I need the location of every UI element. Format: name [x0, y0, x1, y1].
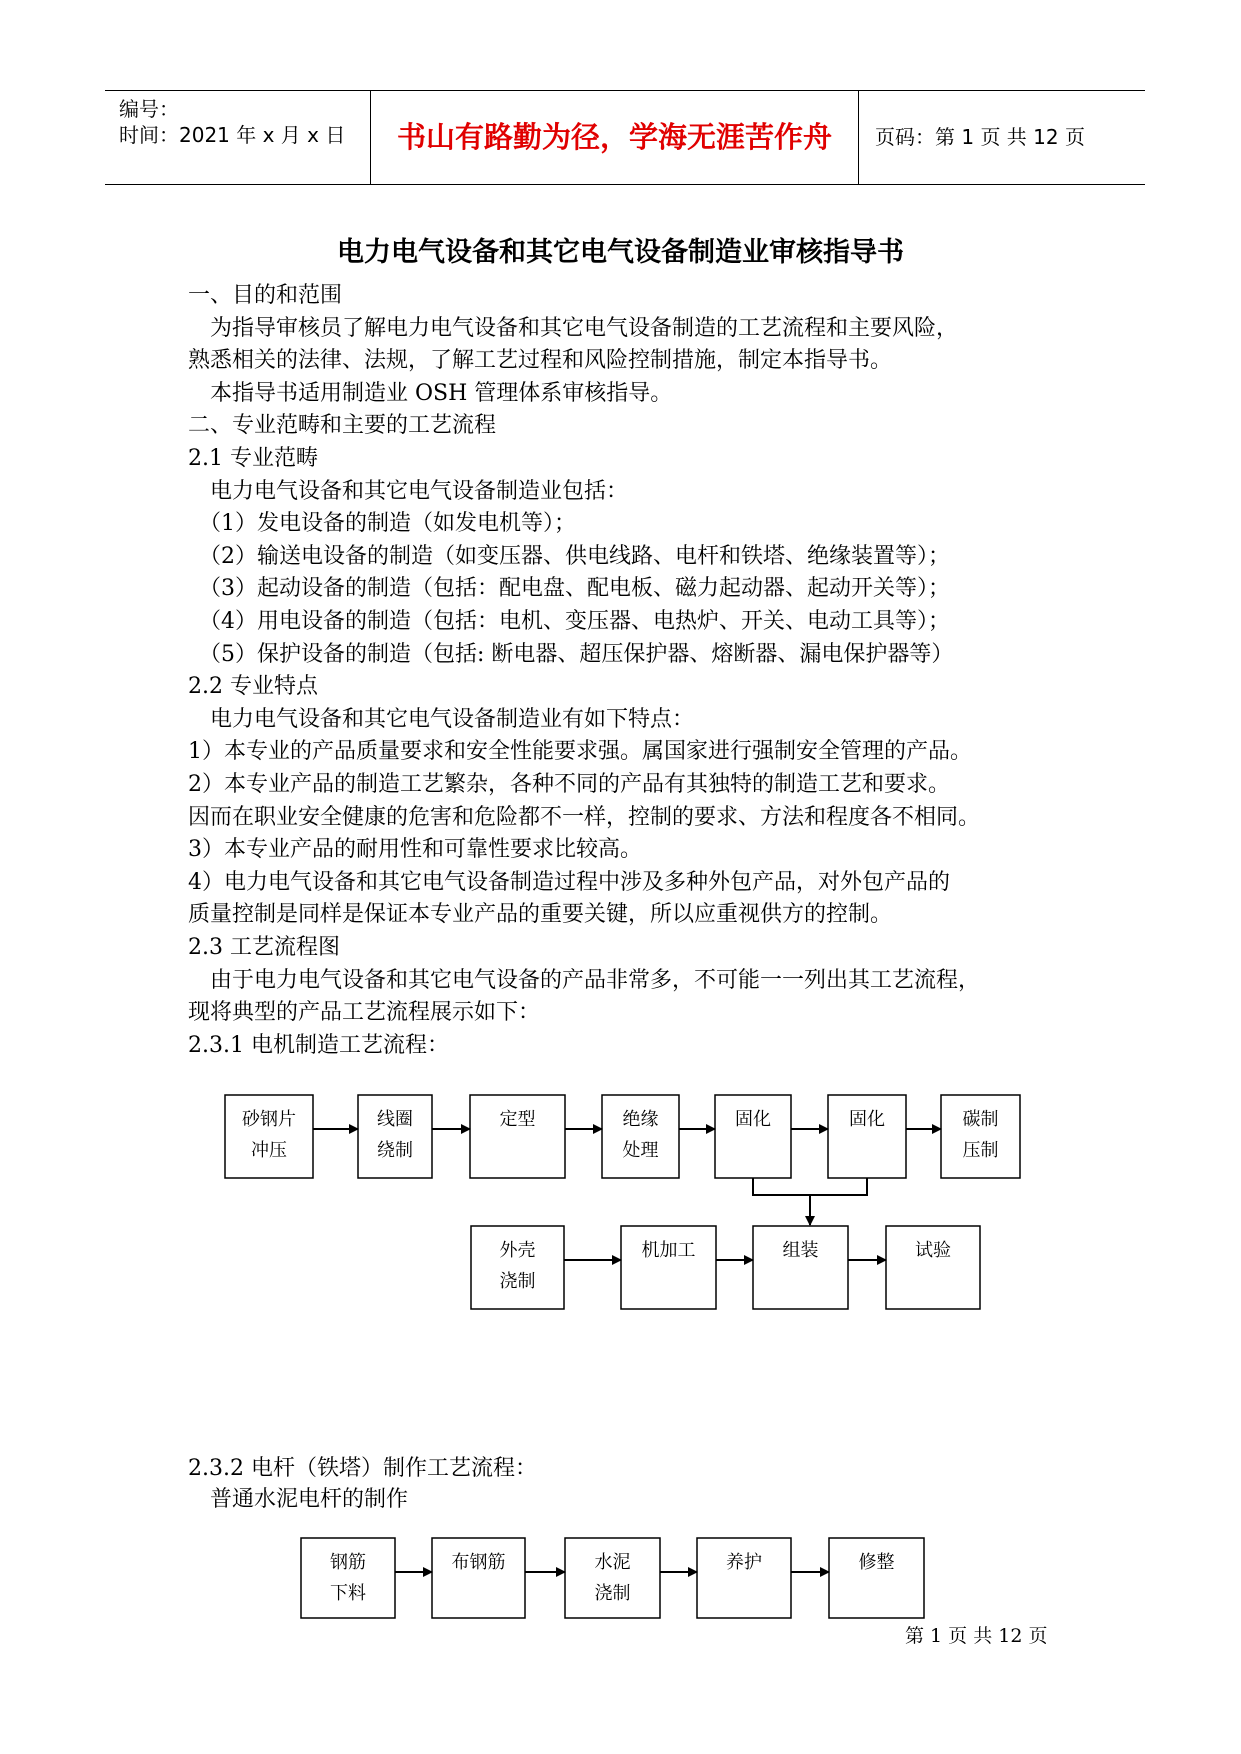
- pole-step-box: [301, 1538, 395, 1618]
- flow-step-label: 绕制: [377, 1140, 413, 1161]
- text-line: 1）本专业的产品质量要求和安全性能要求强。属国家进行强制安全管理的产品。: [188, 739, 972, 765]
- flow-step-label: 压制: [962, 1140, 999, 1161]
- text-line: （3）起动设备的制造（包括：配电盘、配电板、磁力起动器、起动开关等）；: [188, 576, 950, 602]
- flow-step-label: 浇制: [499, 1271, 536, 1292]
- text-line: 2）本专业产品的制造工艺繁杂，各种不同的产品有其独特的制造工艺和要求。: [188, 772, 950, 797]
- motor-step-box: [225, 1095, 313, 1178]
- text-line: （2）输送电设备的制造（如变压器、供电线路、电杆和铁塔、绝缘装置等）；: [188, 543, 950, 569]
- motor-step-box: [358, 1095, 432, 1178]
- text-line: （1）发电设备的制造（如发电机等）；: [188, 511, 576, 537]
- flow-step-label: 养护: [726, 1552, 762, 1573]
- flow-step-label: 线圈: [377, 1109, 413, 1130]
- flow-step-label: 冲压: [251, 1140, 287, 1161]
- motto-text: 书山有路勤为径，学海无涯苦作舟: [371, 91, 859, 184]
- flow-step-label: 砂钢片: [242, 1109, 296, 1130]
- text-line: 本指导书适用制造业 OSH 管理体系审核指导。: [188, 380, 673, 406]
- flow-step-label: 钢筋: [330, 1552, 366, 1573]
- text-line: 电力电气设备和其它电气设备制造业包括：: [188, 478, 629, 504]
- flow-step-label: 修整: [858, 1552, 895, 1573]
- motor-step-box: [621, 1226, 716, 1309]
- motor-step-box: [471, 1226, 564, 1309]
- merge-connector: [753, 1178, 867, 1195]
- text-line: 2.1 专业范畴: [188, 446, 318, 471]
- flow-step-label: 水泥: [594, 1552, 631, 1573]
- motor-step-box: [886, 1226, 980, 1309]
- flow-step-label: 下料: [330, 1583, 366, 1604]
- text-line: 为指导审核员了解电力电气设备和其它电气设备制造的工艺流程和主要风险，: [188, 315, 959, 341]
- text-line: 2.3.1 电机制造工艺流程：: [188, 1032, 449, 1058]
- flow-step-label: 固化: [849, 1109, 885, 1130]
- motor-step-box: [828, 1095, 906, 1178]
- pole-step-box: [432, 1538, 525, 1618]
- motor-step-box: [602, 1095, 679, 1178]
- motor-step-box: [715, 1095, 791, 1178]
- text-line: 2.3.2 电杆（铁塔）制作工艺流程：: [188, 1456, 537, 1481]
- time-label: 时间：2021 年 x 月 x 日: [119, 123, 346, 147]
- text-line: 二、专业范畴和主要的工艺流程: [188, 413, 497, 439]
- text-line: 3）本专业产品的耐用性和可靠性要求比较高。: [188, 837, 642, 863]
- motor-step-box: [470, 1095, 565, 1178]
- text-line: 普通水泥电杆的制作: [188, 1487, 409, 1512]
- text-line: 质量控制是同样是保证本专业产品的重要关键，所以应重视供方的控制。: [188, 902, 893, 928]
- text-line: （4）用电设备的制造（包括：电机、变压器、电热炉、开关、电动工具等）；: [188, 609, 950, 634]
- text-line: 2.3 工艺流程图: [188, 935, 340, 960]
- page-footer: 第 1 页 共 12 页: [905, 1625, 1048, 1647]
- flow-step-label: 组装: [782, 1240, 819, 1261]
- flow-step-label: 布钢筋: [451, 1552, 506, 1573]
- flow-step-label: 处理: [622, 1140, 659, 1161]
- text-line: 因而在职业安全健康的危害和危险都不一样，控制的要求、方法和程度各不相同。: [188, 804, 981, 830]
- text-line: 一、目的和范围: [188, 283, 343, 308]
- number-label: 编号：: [119, 97, 179, 121]
- flow-step-label: 固化: [735, 1109, 771, 1130]
- flow-step-label: 碳制: [962, 1109, 999, 1130]
- pole-step-box: [697, 1538, 791, 1618]
- motor-step-box: [753, 1226, 848, 1309]
- text-line: 4）电力电气设备和其它电气设备制造过程中涉及多种外包产品，对外包产品的: [188, 869, 950, 895]
- document-title: 电力电气设备和其它电气设备制造业审核指导书: [337, 237, 904, 268]
- page-label: 页码：第 1 页 共 12 页: [875, 125, 1085, 149]
- flow-step-label: 浇制: [594, 1583, 631, 1604]
- flow-step-label: 机加工: [641, 1240, 696, 1261]
- text-line: 由于电力电气设备和其它电气设备的产品非常多，不可能一一列出其工艺流程，: [188, 967, 981, 993]
- text-line: 电力电气设备和其它电气设备制造业有如下特点：: [188, 706, 695, 732]
- motor-step-box: [941, 1095, 1020, 1178]
- flow-step-label: 绝缘: [622, 1109, 659, 1130]
- flow-step-label: 外壳: [499, 1240, 536, 1261]
- text-line: （5）保护设备的制造（包括: 断电器、超压保护器、熔断器、漏电保护器等）: [188, 641, 954, 667]
- flow-step-label: 定型: [499, 1109, 536, 1130]
- text-line: 现将典型的产品工艺流程展示如下：: [188, 1000, 541, 1026]
- text-line: 熟悉相关的法律、法规，了解工艺过程和风险控制措施，制定本指导书。: [188, 348, 893, 374]
- flow-step-label: 试验: [915, 1240, 951, 1261]
- pole-step-box: [829, 1538, 924, 1618]
- text-line: 2.2 专业特点: [188, 674, 318, 700]
- pole-step-box: [565, 1538, 660, 1618]
